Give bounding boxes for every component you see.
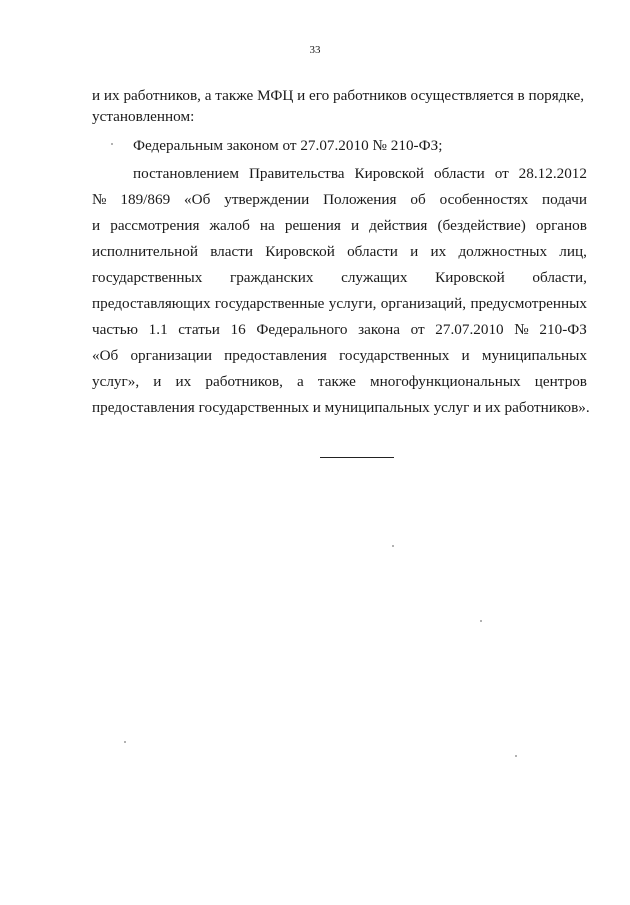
word: и	[410, 243, 419, 260]
word: власти	[210, 243, 253, 260]
word: Правительства	[248, 165, 345, 182]
word: государственных	[339, 347, 450, 364]
word: работников,	[205, 373, 283, 390]
word: предоставляющих	[92, 295, 211, 312]
word: от	[410, 321, 425, 338]
word: «Об	[184, 191, 211, 208]
text-line-7	[92, 242, 587, 262]
word: гражданских	[229, 269, 314, 286]
word: 210-ФЗ	[539, 321, 587, 338]
scan-speck	[111, 143, 113, 145]
word: области,	[532, 269, 587, 286]
word: «Об	[92, 347, 119, 364]
text-line-6	[92, 216, 587, 236]
word: действия	[369, 217, 428, 234]
text-line-5	[92, 190, 587, 210]
word: и	[350, 217, 360, 234]
word: Кировской	[354, 165, 425, 182]
word: многофункциональных	[370, 373, 521, 390]
word: Федерального	[256, 321, 348, 338]
text-line-11	[92, 346, 587, 366]
text-line-13: предоставления государственных и муниципальных услуг и их работников».	[92, 399, 590, 416]
word: и	[92, 217, 101, 234]
word: 27.07.2010	[435, 321, 504, 338]
word: организации	[130, 347, 212, 364]
word: на	[259, 217, 275, 234]
word: услуги,	[328, 295, 377, 312]
word: а	[297, 373, 304, 390]
text-line-2: установленном:	[92, 108, 195, 125]
word: государственные	[214, 295, 325, 312]
word: Кировской	[435, 269, 505, 286]
word: 28.12.2012	[518, 165, 587, 182]
word: и	[461, 347, 470, 364]
word: решения	[284, 217, 341, 234]
word: №	[514, 321, 529, 338]
word: предусмотренных	[470, 295, 587, 312]
word: об	[410, 191, 426, 208]
text-line-1: и их работников, а также МФЦ и его работников осуществляется в порядке,	[92, 87, 585, 104]
word: их	[430, 243, 447, 260]
text-line-3: Федеральным законом от 27.07.2010 № 210-ФЗ;	[133, 137, 443, 154]
word: утверждении	[224, 191, 310, 208]
word: частью	[92, 321, 139, 338]
text-line-10	[92, 320, 587, 340]
word: особенностях	[439, 191, 529, 208]
page-number: 33	[309, 44, 321, 56]
word: Положения	[323, 191, 397, 208]
text-line-9	[92, 294, 587, 314]
word: №	[92, 191, 107, 208]
closing-divider	[320, 457, 394, 458]
word: статьи	[178, 321, 220, 338]
word: 189/869	[120, 191, 171, 208]
word: лиц,	[559, 243, 587, 260]
word: служащих	[341, 269, 408, 286]
word: исполнительной	[92, 243, 198, 260]
word: 1.1	[148, 321, 168, 338]
word: центров	[534, 373, 587, 390]
word: области	[433, 165, 485, 182]
word: органов	[535, 217, 587, 234]
word: жалоб	[209, 217, 250, 234]
word: рассмотрения	[110, 217, 200, 234]
word: услуг»,	[92, 373, 140, 390]
word: области	[347, 243, 398, 260]
scan-speck	[124, 741, 126, 743]
text-line-4	[133, 164, 587, 184]
text-line-12	[92, 372, 587, 392]
scan-speck	[480, 620, 482, 622]
word: их	[175, 373, 192, 390]
word: постановлением	[133, 165, 240, 182]
scan-speck	[392, 545, 394, 547]
text-line-8	[92, 268, 587, 288]
word: организаций,	[380, 295, 467, 312]
word: государственных	[92, 269, 203, 286]
word: предоставления	[224, 347, 327, 364]
scan-speck	[515, 755, 517, 757]
word: муниципальных	[481, 347, 587, 364]
word: должностных	[458, 243, 548, 260]
word: закона	[358, 321, 400, 338]
word: 16	[230, 321, 246, 338]
word: от	[494, 165, 509, 182]
word: и	[153, 373, 162, 390]
word: также	[317, 373, 356, 390]
word: Кировской	[265, 243, 335, 260]
word: (бездействие)	[437, 217, 526, 234]
word: подачи	[542, 191, 587, 208]
